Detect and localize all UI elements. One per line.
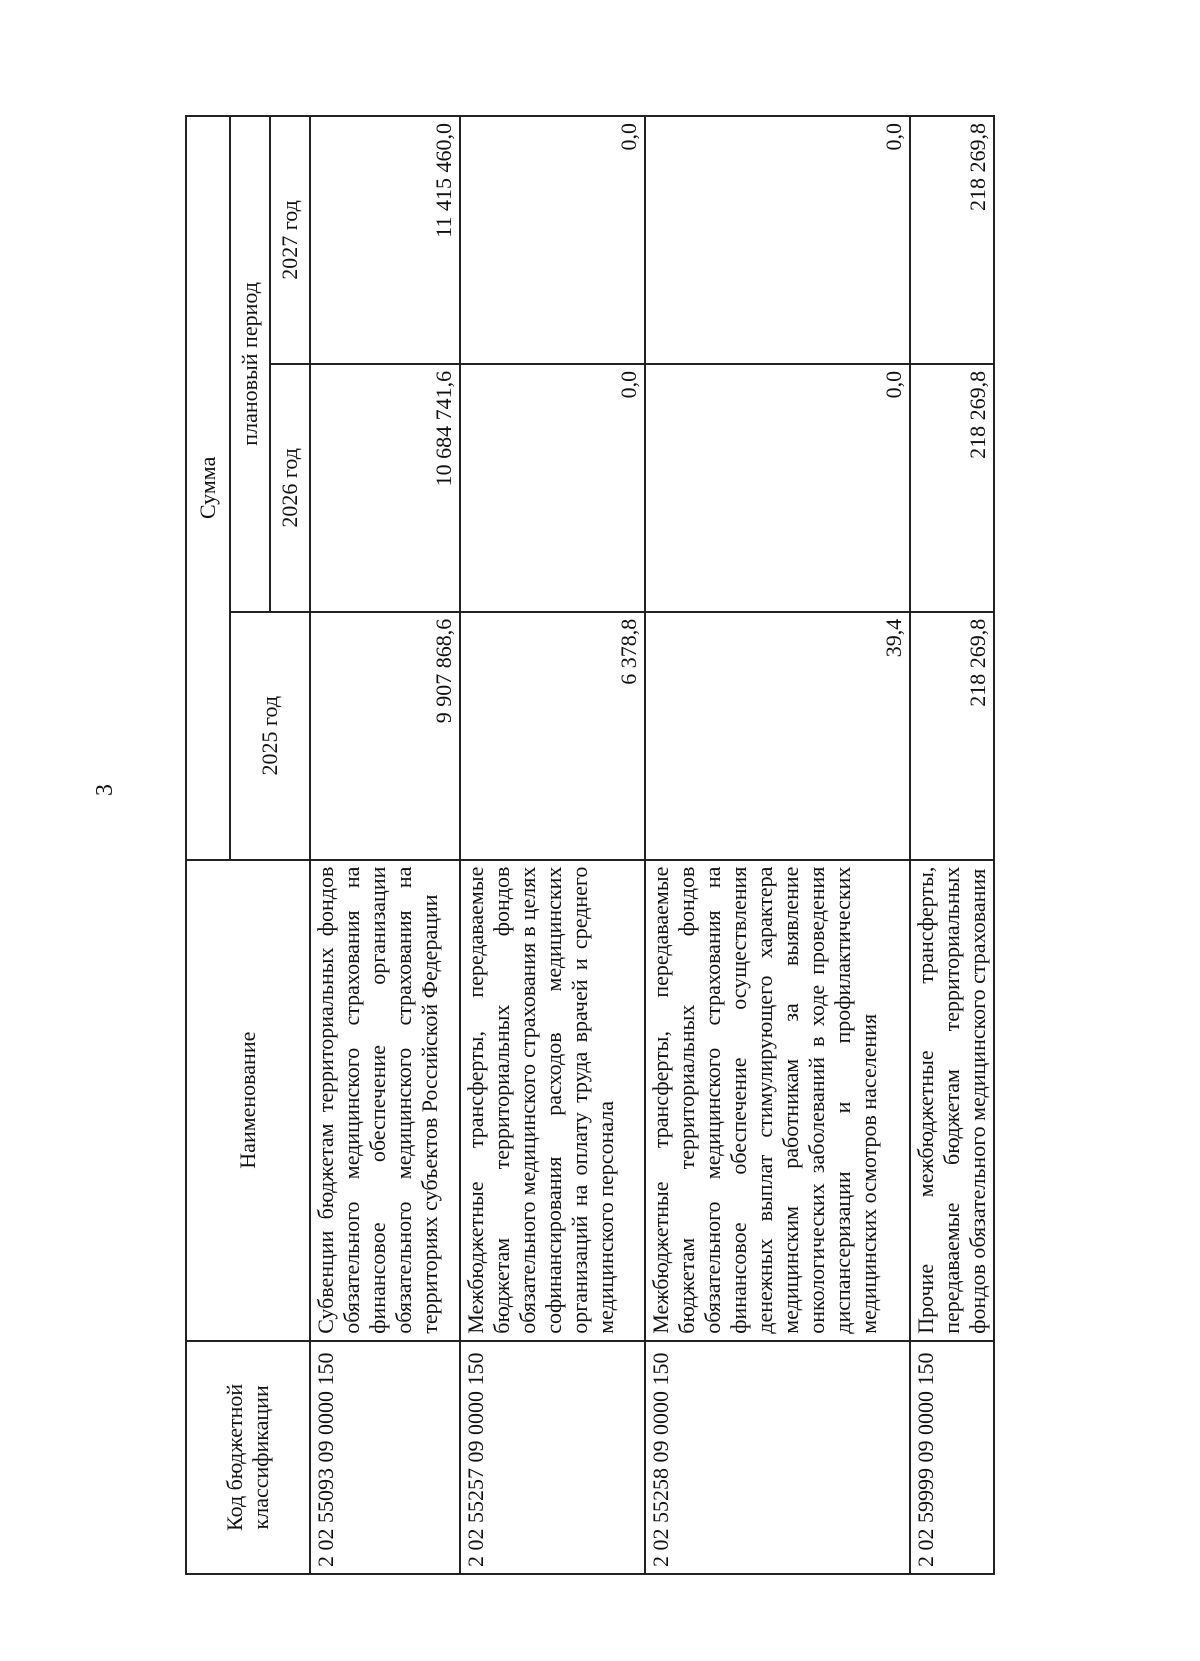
header-planning-period: плановый период <box>230 116 270 612</box>
row-code: 2 02 55258 09 0000 150 <box>645 1341 910 1574</box>
row-name: Субвенции бюджетам территориальных фондов обязательного медицинского страхования на финансовое обеспечение организации обязательного медицинского страхования на территориях субъектов Российской Федерации <box>310 860 460 1341</box>
row-value-2025: 6 378,8 <box>460 612 645 860</box>
rotated-page-content <box>185 115 990 1575</box>
page-number: 3 <box>92 784 118 796</box>
header-year-2027: 2027 год <box>270 116 310 364</box>
header-year-2025: 2025 год <box>230 612 310 860</box>
table-row <box>910 116 994 1574</box>
row-code: 2 02 59999 09 0000 150 <box>910 1341 994 1574</box>
row-name: Межбюджетные трансферты, передаваемые бюджетам территориальных фондов обязательного медицинского страхования в целях софинансирования расходов медицинских организаций на оплату труда врачей и среднего медицинского персонала <box>460 860 645 1341</box>
header-sum: Сумма <box>186 116 230 860</box>
row-value-2027: 11 415 460,0 <box>310 116 460 364</box>
header-year-2026: 2026 год <box>270 364 310 612</box>
row-value-2027: 218 269,8 <box>910 116 994 364</box>
table-row <box>460 116 645 1574</box>
row-value-2026: 10 684 741,6 <box>310 364 460 612</box>
header-name: Наименование <box>186 860 310 1341</box>
budget-table <box>185 115 995 1575</box>
row-value-2025: 9 907 868,6 <box>310 612 460 860</box>
row-value-2025: 39,4 <box>645 612 910 860</box>
table-header-row <box>186 116 230 1574</box>
row-value-2026: 0,0 <box>460 364 645 612</box>
row-name: Межбюджетные трансферты, передаваемые бюджетам территориальных фондов обязательного медицинского страхования на финансовое обеспечение осуществления денежных выплат стимулирующего характера медицинским работникам за выявление онкологических заболеваний в ходе проведения диспансеризации и профилактических медицинских осмотров населения <box>645 860 910 1341</box>
row-name: Прочие межбюджетные трансферты, передаваемые бюджетам территориальных фондов обязательного медицинского страхования <box>910 860 994 1341</box>
row-value-2025: 218 269,8 <box>910 612 994 860</box>
row-code: 2 02 55093 09 0000 150 <box>310 1341 460 1574</box>
row-code: 2 02 55257 09 0000 150 <box>460 1341 645 1574</box>
row-value-2026: 218 269,8 <box>910 364 994 612</box>
row-value-2026: 0,0 <box>645 364 910 612</box>
header-code: Код бюджетной классификации <box>186 1341 310 1574</box>
row-value-2027: 0,0 <box>460 116 645 364</box>
table-row <box>310 116 460 1574</box>
row-value-2027: 0,0 <box>645 116 910 364</box>
table-row <box>645 116 910 1574</box>
